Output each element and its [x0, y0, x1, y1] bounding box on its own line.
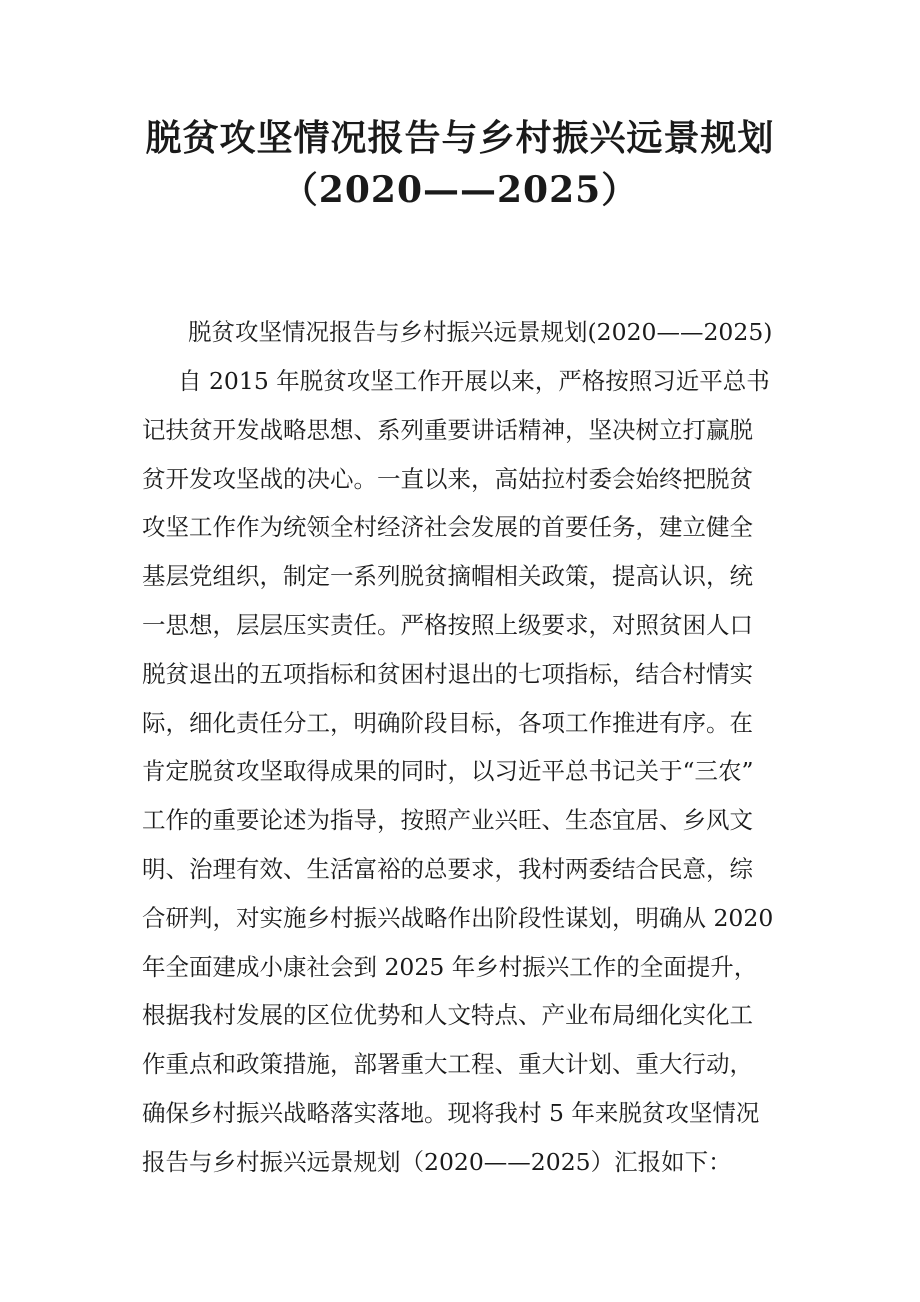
paragraph-line: 确保乡村振兴战略落实落地。现将我村 5 年来脱贫攻坚情况: [142, 1098, 760, 1127]
paragraph-line: 作重点和政策措施，部署重大工程、重大计划、重大行动，: [142, 1050, 753, 1079]
document-subtitle: 脱贫攻坚情况报告与乡村振兴远景规划(2020——2025): [188, 318, 773, 346]
paragraph-line: 际，细化责任分工，明确阶段目标，各项工作推进有序。在: [142, 708, 753, 737]
paragraph-line: 基层党组织，制定一系列脱贫摘帽相关政策，提高认识，统: [142, 562, 753, 591]
paragraph-line: 一思想，层层压实责任。严格按照上级要求，对照贫困人口: [142, 610, 753, 639]
paragraph-line: 脱贫退出的五项指标和贫困村退出的七项指标，结合村情实: [142, 659, 753, 688]
document-title: 脱贫攻坚情况报告与乡村振兴远景规划: [145, 117, 775, 159]
paragraph-line: 根据我村发展的区位优势和人文特点、产业布局细化实化工: [142, 1001, 753, 1030]
body-paragraph: [142, 357, 782, 1187]
paragraph-line: 自 2015 年脱贫攻坚工作开展以来，严格按照习近平总书: [178, 367, 770, 395]
paragraph-line: 工作的重要论述为指导，按照产业兴旺、生态宜居、乡风文: [142, 806, 753, 835]
paragraph-line: 报告与乡村振兴远景规划（2020——2025）汇报如下：: [142, 1147, 732, 1176]
paragraph-line: 攻坚工作作为统领全村经济社会发展的首要任务，建立健全: [142, 513, 753, 542]
paragraph-line: 记扶贫开发战略思想、系列重要讲话精神，坚决树立打赢脱: [142, 415, 753, 444]
paragraph-line: 合研判，对实施乡村振兴战略作出阶段性谋划，明确从 2020: [142, 903, 774, 932]
paragraph-line: 年全面建成小康社会到 2025 年乡村振兴工作的全面提升，: [142, 952, 758, 981]
paragraph-line: 贫开发攻坚战的决心。一直以来，高姑拉村委会始终把脱贫: [142, 464, 753, 493]
paragraph-line: 肯定脱贫攻坚取得成果的同时，以习近平总书记关于“三农”: [142, 757, 754, 786]
paragraph-line: 明、治理有效、生活富裕的总要求，我村两委结合民意，综: [142, 854, 753, 883]
document-title-years: （2020——2025）: [281, 169, 639, 211]
